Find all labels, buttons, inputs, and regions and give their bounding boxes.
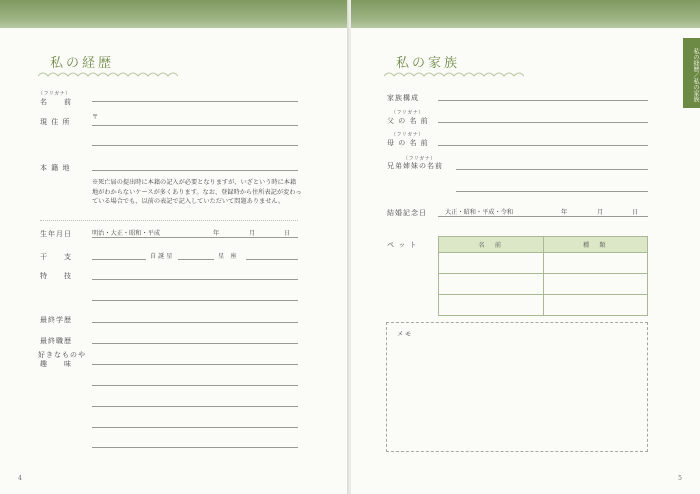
- birth-eras: 明治・大正・昭和・平成: [92, 230, 161, 237]
- skill-line-2[interactable]: [92, 300, 298, 301]
- birth-year: 年: [213, 230, 220, 237]
- memo-label: メ モ: [397, 331, 412, 338]
- eto-label: 干 支: [40, 253, 72, 261]
- anniversary-year: 年: [561, 209, 568, 216]
- hobby-line-2[interactable]: [92, 385, 298, 386]
- pet-cell[interactable]: [543, 253, 648, 274]
- divider: [40, 220, 298, 221]
- honseki-note: ※死亡届の提出時に本籍の記入が必要となりますが、いざという時に本籍地がわからないケースが多くあります。なお、登録時から住所表記が変わっている場合でも、以前の表記で記入していただいて問題ありません。: [92, 179, 302, 205]
- likes-label: 好きなものや: [38, 351, 86, 359]
- page-number: 4: [18, 475, 22, 482]
- zodiac-label: 自 誕 星: [150, 253, 173, 260]
- postal-mark: 〒: [92, 114, 99, 121]
- right-page: [351, 0, 700, 494]
- siblings-furigana: （フリガナ）: [403, 156, 436, 162]
- anniversary-month: 月: [597, 209, 604, 216]
- sign-line[interactable]: [246, 259, 298, 260]
- section-tab[interactable]: 私の経歴／私の家族: [683, 38, 700, 108]
- siblings-line-1[interactable]: [456, 169, 648, 170]
- header-band: [351, 0, 700, 28]
- zodiac-line[interactable]: [178, 259, 214, 260]
- hobby-line-5[interactable]: [92, 447, 298, 448]
- skill-line-1[interactable]: [92, 279, 298, 280]
- pet-label: ペ ッ ト: [387, 241, 418, 249]
- mother-label: 母 の 名 前: [387, 139, 429, 147]
- hobby-line-3[interactable]: [92, 406, 298, 407]
- address-line-2[interactable]: [92, 145, 298, 146]
- birth-line[interactable]: [92, 237, 298, 238]
- anniversary-line[interactable]: [438, 216, 648, 217]
- hobby-line-1[interactable]: [92, 364, 298, 365]
- page-number: 5: [678, 475, 682, 482]
- scallop-ornament: [384, 70, 524, 80]
- page-title: 私の経歴: [50, 56, 115, 71]
- anniversary-day: 日: [632, 209, 639, 216]
- father-line[interactable]: [438, 122, 648, 123]
- siblings-label: 兄弟姉妹の名前: [387, 162, 443, 170]
- pet-table: [438, 236, 648, 316]
- birth-label: 生年月日: [40, 230, 72, 238]
- furigana-label: （フリガナ）: [38, 91, 71, 97]
- pet-cell[interactable]: [439, 274, 544, 295]
- mother-line[interactable]: [438, 145, 648, 146]
- left-page: [0, 0, 349, 494]
- name-label: 名 前: [40, 98, 72, 106]
- pet-cell[interactable]: [439, 253, 544, 274]
- job-label: 最終職歴: [40, 337, 72, 345]
- anniversary-label: 結婚記念日: [387, 209, 427, 217]
- header-band: [0, 0, 349, 28]
- hobby-line-4[interactable]: [92, 427, 298, 428]
- education-label: 最終学歴: [40, 316, 72, 324]
- eto-line[interactable]: [92, 259, 146, 260]
- anniversary-eras: 大正・昭和・平成・令和: [445, 209, 514, 216]
- family-line[interactable]: [438, 100, 648, 101]
- father-furigana: （フリガナ）: [391, 110, 424, 116]
- job-line[interactable]: [92, 343, 298, 344]
- pet-cell[interactable]: [543, 274, 648, 295]
- memo-box[interactable]: [386, 322, 648, 452]
- address-line-1[interactable]: [92, 125, 298, 126]
- pet-cell[interactable]: [439, 295, 544, 316]
- honseki-label: 本 籍 地: [40, 164, 71, 172]
- address-label: 現 住 所: [40, 118, 71, 126]
- honseki-line[interactable]: [92, 170, 298, 171]
- sign-label: 星 座: [218, 253, 237, 260]
- birth-month: 月: [249, 230, 256, 237]
- pet-type-header: 種 類: [543, 237, 648, 253]
- birth-day: 日: [284, 230, 291, 237]
- mother-furigana: （フリガナ）: [391, 132, 424, 138]
- hobby-label: 趣 味: [40, 360, 72, 368]
- name-line[interactable]: [92, 101, 298, 102]
- pet-cell[interactable]: [543, 295, 648, 316]
- education-line[interactable]: [92, 322, 298, 323]
- pet-name-header: 名 前: [439, 237, 544, 253]
- siblings-line-2[interactable]: [456, 191, 648, 192]
- family-label: 家族構成: [387, 94, 419, 102]
- skill-label: 特 技: [40, 272, 72, 280]
- father-label: 父 の 名 前: [387, 117, 429, 125]
- page-title: 私の家族: [396, 56, 461, 71]
- scallop-ornament: [38, 70, 178, 80]
